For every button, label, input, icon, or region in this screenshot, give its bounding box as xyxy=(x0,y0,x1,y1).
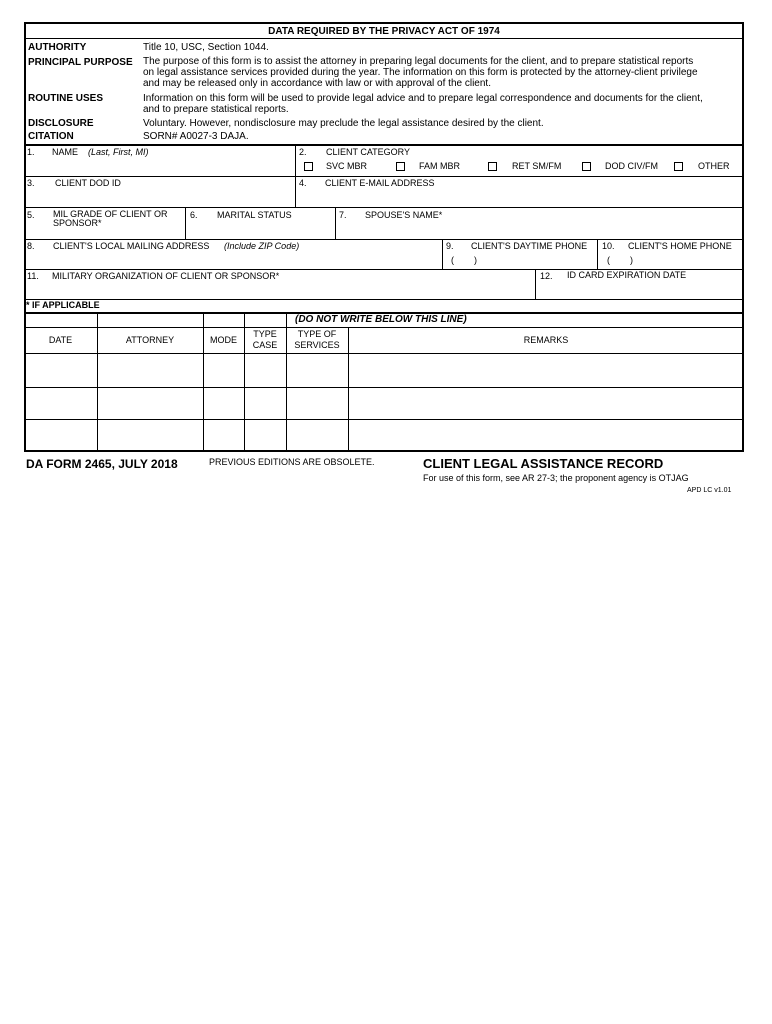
authority-label: AUTHORITY xyxy=(28,42,87,53)
fam-mbr-checkbox[interactable] xyxy=(396,162,405,171)
form-id: DA FORM 2465, JULY 2018 xyxy=(26,457,178,471)
form-title: CLIENT LEGAL ASSISTANCE RECORD xyxy=(423,456,664,471)
field-8-number: 8. xyxy=(27,241,35,251)
home-phone-area-code: ( ) xyxy=(607,255,633,265)
divider xyxy=(24,239,744,240)
name-hint: (Last, First, MI) xyxy=(88,147,149,157)
mailing-address-hint: (Include ZIP Code) xyxy=(224,241,300,251)
divider xyxy=(597,239,598,269)
routine-uses-label: ROUTINE USES xyxy=(28,93,104,104)
disclosure-label: DISCLOSURE xyxy=(28,118,94,129)
field-4-number: 4. xyxy=(299,178,307,188)
ret-sm-fm-checkbox[interactable] xyxy=(488,162,497,171)
client-email-label: CLIENT E-MAIL ADDRESS xyxy=(325,178,435,188)
divider xyxy=(295,145,296,176)
version-label: APD LC v1.01 xyxy=(687,487,732,494)
id-card-expiration-field[interactable] xyxy=(540,284,740,297)
divider xyxy=(442,239,443,269)
divider xyxy=(24,38,744,39)
authority-text: Title 10, USC, Section 1044. xyxy=(143,42,269,53)
mailing-address-label: CLIENT'S LOCAL MAILING ADDRESS xyxy=(53,241,210,251)
divider xyxy=(24,176,744,177)
citation-label: CITATION xyxy=(28,131,74,142)
marital-status-field[interactable] xyxy=(190,224,330,237)
field-1-number: 1. xyxy=(27,147,35,157)
mailing-address-field[interactable] xyxy=(30,253,435,267)
field-9-number: 9. xyxy=(446,241,454,251)
daytime-phone-label: CLIENT'S DAYTIME PHONE xyxy=(471,241,588,251)
field-3-number: 3. xyxy=(27,178,35,188)
other-label: OTHER xyxy=(698,161,730,171)
divider xyxy=(24,327,744,328)
mil-grade-field[interactable] xyxy=(30,226,180,238)
field-2-number: 2. xyxy=(299,147,307,157)
principal-purpose-label: PRINCIPAL PURPOSE xyxy=(28,57,133,68)
spouse-name-label: SPOUSE'S NAME* xyxy=(365,210,443,220)
other-checkbox[interactable] xyxy=(674,162,683,171)
client-category-label: CLIENT CATEGORY xyxy=(326,147,411,157)
daytime-phone-area-code: ( ) xyxy=(451,255,477,265)
do-not-write-notice: (DO NOT WRITE BELOW THIS LINE) xyxy=(295,314,467,325)
fam-mbr-label: FAM MBR xyxy=(419,161,461,171)
column-header-type-of-services: TYPE OF SERVICES xyxy=(294,329,340,350)
client-dod-id-label: CLIENT DOD ID xyxy=(55,178,121,188)
divider xyxy=(535,269,536,299)
dod-civ-fm-label: DOD CIV/FM xyxy=(605,161,658,171)
column-header-mode: MODE xyxy=(210,335,237,345)
disclosure-text: Voluntary. However, nondisclosure may preclude the legal assistance desired by the client. xyxy=(143,118,544,129)
dod-civ-fm-checkbox[interactable] xyxy=(582,162,591,171)
divider xyxy=(335,207,336,239)
id-card-expiration-label: ID CARD EXPIRATION DATE xyxy=(567,270,687,280)
field-12-number: 12. xyxy=(540,271,553,281)
svc-mbr-label: SVC MBR xyxy=(326,161,368,171)
field-11-number: 11. xyxy=(27,271,39,281)
if-applicable-note: * IF APPLICABLE xyxy=(26,300,100,310)
name-label: NAME xyxy=(52,147,79,157)
field-5-number: 5. xyxy=(27,210,35,220)
military-organization-label: MILITARY ORGANIZATION OF CLIENT OR SPONSOR* xyxy=(52,271,280,281)
name-field[interactable] xyxy=(30,159,290,173)
home-phone-field[interactable] xyxy=(648,254,740,267)
column-header-remarks: REMARKS xyxy=(523,335,569,345)
home-phone-label: CLIENT'S HOME PHONE xyxy=(628,241,732,251)
client-dod-id-field[interactable] xyxy=(30,190,290,204)
mil-grade-label: MIL GRADE OF CLIENT OR SPONSOR* xyxy=(53,209,168,228)
spouse-name-field[interactable] xyxy=(340,224,740,237)
military-organization-field[interactable] xyxy=(30,283,530,297)
daytime-phone-field[interactable] xyxy=(492,254,592,267)
marital-status-label: MARITAL STATUS xyxy=(217,210,292,220)
divider xyxy=(24,144,744,146)
field-6-number: 6. xyxy=(190,210,198,220)
table-row[interactable] xyxy=(24,354,744,387)
column-header-type-case: TYPE CASE xyxy=(252,329,278,350)
svc-mbr-checkbox[interactable] xyxy=(304,162,313,171)
privacy-act-header: DATA REQUIRED BY THE PRIVACY ACT OF 1974 xyxy=(268,26,500,37)
principal-purpose-text: The purpose of this form is to assist the attorney in preparing legal documents for the client, and to prepare statistical reports on legal assistance services provided during the year. The information on this form is protected by the attorney-client privilege and may be released only in accordance with law or with approval of the client. xyxy=(143,56,698,89)
table-row[interactable] xyxy=(24,388,744,419)
field-7-number: 7. xyxy=(339,210,347,220)
field-10-number: 10. xyxy=(602,241,615,251)
client-email-field[interactable] xyxy=(300,190,740,204)
table-row[interactable] xyxy=(24,420,744,450)
divider xyxy=(185,207,186,239)
column-header-date: DATE xyxy=(48,335,73,345)
divider xyxy=(295,176,296,207)
routine-uses-text: Information on this form will be used to provide legal advice and to prepare legal correspondence and documents for the client, and to prepare statistical reports. xyxy=(143,93,703,115)
divider xyxy=(24,299,744,300)
divider xyxy=(24,207,744,208)
citation-text: SORN# A0027-3 DAJA. xyxy=(143,131,249,142)
column-header-attorney: ATTORNEY xyxy=(125,335,175,345)
previous-editions-note: PREVIOUS EDITIONS ARE OBSOLETE. xyxy=(209,457,375,467)
ret-sm-fm-label: RET SM/FM xyxy=(512,161,562,171)
proponent-note: For use of this form, see AR 27-3; the proponent agency is OTJAG xyxy=(423,473,689,483)
